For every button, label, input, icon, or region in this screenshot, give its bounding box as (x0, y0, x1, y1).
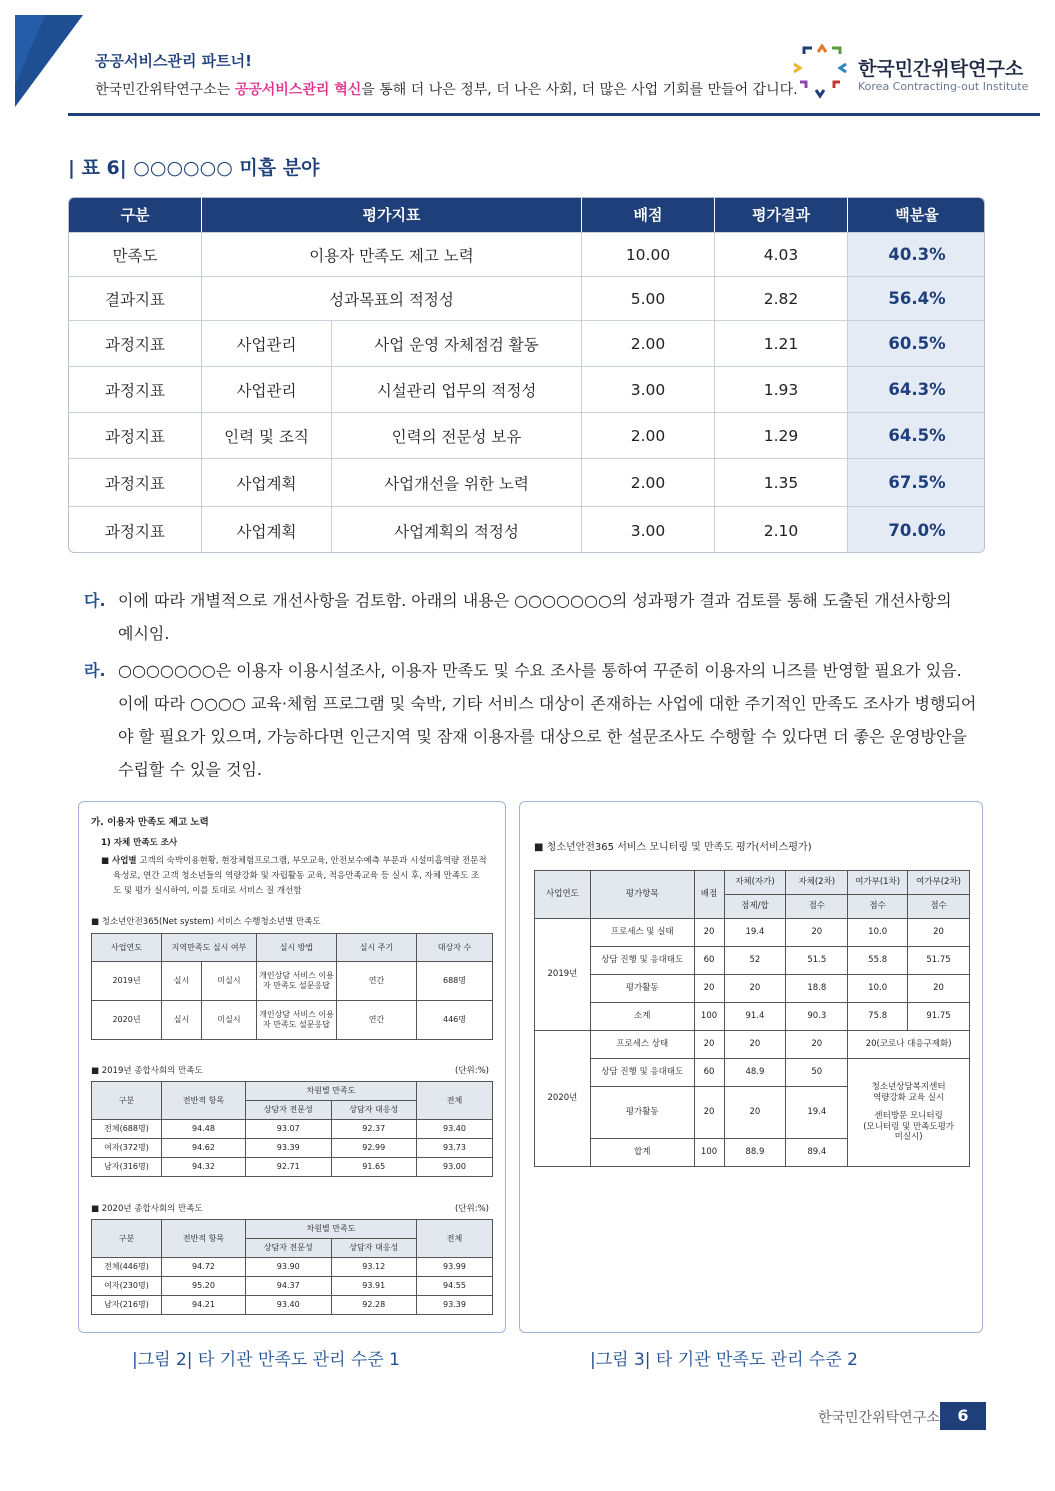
paragraph-da-marker: 다. (84, 591, 106, 610)
table6-cell-percent: 64.5% (848, 413, 985, 458)
f3-cell: 100 (694, 1003, 724, 1031)
figure2-table2-unit: (단위:%) (455, 1066, 489, 1076)
f3-h-item: 평가항목 (590, 871, 694, 919)
footer-org-name: 한국민간위탁연구소 (818, 1410, 940, 1426)
f3-note-line: 청소년상담복지센터 (871, 1081, 946, 1092)
f3-cell: 88.9 (724, 1139, 786, 1167)
f3-h-self: 자체(자가) (724, 871, 786, 895)
figure2-subheading: 1) 자체 만족도 조사 (101, 838, 178, 848)
t3-h-overall: 전반적 항목 (162, 1220, 246, 1258)
f3-cell: 75.8 (848, 1003, 908, 1031)
sat-cell: 남자(316명) (92, 1158, 162, 1177)
sat-cell: 94.55 (417, 1277, 493, 1296)
logo-english-name: Korea Contracting-out Institute (858, 80, 1029, 93)
table6-cell-result: 1.21 (715, 321, 848, 366)
figure3-table (534, 870, 970, 1167)
table-row (535, 975, 970, 1003)
f3-cell: 89.4 (786, 1139, 848, 1167)
table6-header-indicator: 평가지표 (202, 198, 582, 232)
f3-cell: 18.8 (786, 975, 848, 1003)
table6-cell-percent: 60.5% (848, 321, 985, 366)
sat-cell: 93.07 (246, 1120, 332, 1139)
table6-cell-result: 1.93 (715, 367, 848, 412)
table6-row (69, 458, 984, 506)
sat-cell: 95.20 (162, 1277, 246, 1296)
page-number: 6 (940, 1402, 986, 1430)
f3-cell: 20 (694, 1031, 724, 1059)
f3-note-line: 미실시) (894, 1132, 923, 1143)
table6-cell-score: 5.00 (582, 277, 715, 320)
figure2-table1 (91, 933, 493, 1040)
table-row (92, 1277, 493, 1296)
table6-cell-category: 만족도 (69, 233, 202, 276)
f3-h-ext1: 여가부(1차) (848, 871, 908, 895)
table6-cell-item: 인력의 전문성 보유 (332, 413, 582, 458)
f3-cell: 20 (724, 975, 786, 1003)
f3-cell: 20 (786, 919, 848, 947)
table6 (68, 197, 985, 553)
sat-cell: 93.73 (417, 1139, 493, 1158)
t2-h-d2: 상담자 대응성 (331, 1101, 417, 1120)
t1-cell: 연간 (337, 1001, 417, 1040)
sat-cell: 93.91 (331, 1277, 417, 1296)
t1-cell: 688명 (417, 962, 493, 1001)
f3-cell: 평가활동 (590, 975, 694, 1003)
table6-cell-subcategory: 인력 및 조직 (202, 413, 332, 458)
t1-cell: 2020년 (92, 1001, 162, 1040)
table6-cell-item: 이용자 만족도 제고 노력 (202, 233, 582, 276)
f3-cell: 소계 (590, 1003, 694, 1031)
table6-cell-result: 2.10 (715, 507, 848, 553)
table-row (92, 962, 493, 1001)
table6-cell-item: 성과목표의 적정성 (202, 277, 582, 320)
table6-header-category: 구분 (69, 198, 202, 232)
paragraph-ra-line-1: ○○○○○○○은 이용자 이용시설조사, 이용자 만족도 및 수요 조사를 통하여 꾸준히 이용자의 니즈를 반영할 필요가 있음. (118, 661, 962, 680)
table6-cell-result: 1.29 (715, 413, 848, 458)
f3-cell: 52 (724, 947, 786, 975)
f3-cell: 10.0 (848, 975, 908, 1003)
f3-cell: 합계 (590, 1139, 694, 1167)
f3-cell: 20 (908, 975, 970, 1003)
table6-header-percent: 백분율 (895, 206, 939, 224)
figure2-table2 (91, 1081, 493, 1177)
f3-cell: 51.5 (786, 947, 848, 975)
table6-cell-score: 3.00 (582, 507, 715, 553)
logo-korean-name: 한국민간위탁연구소 (858, 58, 1024, 80)
figure3-title: ■ 청소년안전365 서비스 모니터링 및 만족도 평가(서비스평가) (534, 842, 812, 853)
table6-cell-subcategory: 사업계획 (202, 507, 332, 553)
table6-cell-score: 3.00 (582, 367, 715, 412)
paragraph-ra-line-3: 야 할 필요가 있으며, 가능하다면 인근지역 및 잠재 이용자를 대상으로 한 설문조사도 수행할 수 있다면 더 좋은 운영방안을 (118, 727, 967, 746)
header-divider (68, 113, 1040, 116)
sat-cell: 92.99 (331, 1139, 417, 1158)
table6-cell-category: 과정지표 (69, 321, 202, 366)
table6-cell-percent: 67.5% (848, 459, 985, 506)
sat-cell: 91.65 (331, 1158, 417, 1177)
table6-row (69, 412, 984, 458)
table6-title: | 표 6| ○○○○○○ 미흡 분야 (68, 157, 320, 179)
table-row (92, 1139, 493, 1158)
table6-cell-percent: 70.0% (848, 507, 985, 553)
f3-cell: 19.4 (724, 919, 786, 947)
f3-cell: 91.4 (724, 1003, 786, 1031)
f3-cell: 51.75 (908, 947, 970, 975)
table-row (535, 1031, 970, 1059)
t1-cell: 실시 (162, 1001, 202, 1040)
table6-header-row (69, 198, 984, 232)
t1-cell: 개인상담 서비스 이용자 만족도 설문응답 (257, 1001, 337, 1040)
f3-cell: 100 (694, 1139, 724, 1167)
table-row (535, 1059, 970, 1087)
paragraph-ra-marker: 라. (84, 661, 106, 680)
table-row (535, 919, 970, 947)
table6-cell-item: 사업계획의 적정성 (332, 507, 582, 553)
sat-cell: 94.32 (162, 1158, 246, 1177)
sat-cell: 93.40 (246, 1296, 332, 1315)
f3-cell: 20 (694, 919, 724, 947)
table-row (92, 1001, 493, 1040)
sat-cell: 93.39 (417, 1296, 493, 1315)
table6-row (69, 232, 984, 276)
t1-h-cycle: 실시 주기 (337, 934, 417, 962)
table6-row (69, 320, 984, 366)
figure3-caption: |그림 3| 타 기관 만족도 관리 수준 2 (590, 1350, 858, 1370)
sat-cell: 여자(230명) (92, 1277, 162, 1296)
figure2-bullet: ■ 사업별 고객의 숙박이용현황, 현장체험프로그램, 부모교육, 안전보수예측 부문과 시설미흡역량 전문적 (101, 856, 487, 866)
f3-h-sub: 점제/합 (724, 895, 786, 919)
t1-cell: 2019년 (92, 962, 162, 1001)
table-row (535, 1003, 970, 1031)
sat-cell: 93.12 (331, 1258, 417, 1277)
table-row (92, 1258, 493, 1277)
t2-h-overall: 전반적 항목 (162, 1082, 246, 1120)
sat-cell: 94.48 (162, 1120, 246, 1139)
figure2-box (78, 801, 506, 1333)
figure2-table3 (91, 1219, 493, 1315)
sat-cell: 전체(446명) (92, 1258, 162, 1277)
table6-cell-result: 4.03 (715, 233, 848, 276)
f3-h-self2: 자체(2차) (786, 871, 848, 895)
t3-h-total: 전체 (417, 1220, 493, 1258)
f3-cell: 60 (694, 947, 724, 975)
sat-cell: 92.37 (331, 1120, 417, 1139)
f3-note-covid: 20(코로나 대응구제화) (848, 1031, 970, 1059)
table6-cell-percent: 64.3% (848, 367, 985, 412)
t1-cell: 실시 (162, 962, 202, 1001)
table6-cell-category: 결과지표 (69, 277, 202, 320)
figure2-bullet-line-2: 육성로, 연간 고객 청소년들의 역량강화 및 자립활동 교육, 적응만족교육 등 실시 후, 자체 만족도 조 (113, 871, 480, 881)
table6-cell-score: 2.00 (582, 413, 715, 458)
t2-h-dim: 차원별 만족도 (246, 1082, 417, 1101)
table6-row (69, 276, 984, 320)
table6-row (69, 366, 984, 412)
table6-cell-result: 2.82 (715, 277, 848, 320)
f3-note-line: 센터방문 모니터링 (874, 1111, 943, 1122)
sat-cell: 94.72 (162, 1258, 246, 1277)
table6-row (69, 506, 984, 553)
sat-cell: 전체(688명) (92, 1120, 162, 1139)
table6-cell-score: 10.00 (582, 233, 715, 276)
figure2-table3-unit: (단위:%) (455, 1204, 489, 1214)
t2-h-gubun: 구분 (92, 1082, 162, 1120)
t2-h-total: 전체 (417, 1082, 493, 1120)
f3-note-line: 역량강화 교육 실시 (873, 1092, 945, 1103)
table6-cell-percent: 40.3% (848, 233, 985, 276)
figure2-table2-title: ■ 2019년 종합사회의 만족도 (91, 1066, 203, 1076)
t1-cell: 446명 (417, 1001, 493, 1040)
f3-cell: 20 (694, 1087, 724, 1139)
paragraph-ra-line-4: 수립할 수 있을 것임. (118, 760, 262, 779)
f3-cell: 20 (786, 1031, 848, 1059)
table6-cell-result: 1.35 (715, 459, 848, 506)
institute-logo-icon (790, 44, 850, 100)
table6-cell-subcategory: 사업관리 (202, 367, 332, 412)
sat-cell: 93.99 (417, 1258, 493, 1277)
paragraph-ra-line-2: 이에 따라 ○○○○ 교육·체험 프로그램 및 숙박, 기타 서비스 대상이 존재하는 사업에 대한 주기적인 만족도 조사가 병행되어 (118, 694, 977, 713)
sat-cell: 92.71 (246, 1158, 332, 1177)
table6-cell-category: 과정지표 (69, 367, 202, 412)
t3-h-gubun: 구분 (92, 1220, 162, 1258)
table6-cell-category: 과정지표 (69, 459, 202, 506)
t1-cell: 개인상담 서비스 이용자 만족도 설문응답 (257, 962, 337, 1001)
figure2-caption: |그림 2| 타 기관 만족도 관리 수준 1 (132, 1350, 400, 1370)
f3-h-sub: 점수 (848, 895, 908, 919)
sat-cell: 94.37 (246, 1277, 332, 1296)
f3-cell: 평가활동 (590, 1087, 694, 1139)
f3-cell: 프로세스 및 실태 (590, 919, 694, 947)
table6-cell-score: 2.00 (582, 321, 715, 366)
f3-cell: 90.3 (786, 1003, 848, 1031)
sat-cell: 93.00 (417, 1158, 493, 1177)
f3-cell: 20 (908, 919, 970, 947)
table6-header-score: 배점 (582, 198, 715, 232)
sat-cell: 남자(216명) (92, 1296, 162, 1315)
paragraph-da-line-2: 예시임. (118, 624, 170, 643)
sat-cell: 94.62 (162, 1139, 246, 1158)
f3-cell: 55.8 (848, 947, 908, 975)
figure2-table1-title: ■ 청소년안전365(Net system) 서비스 수행청소년별 만족도 (91, 917, 321, 927)
sat-cell: 94.21 (162, 1296, 246, 1315)
t3-h-d2: 상담자 대응성 (331, 1239, 417, 1258)
table-row (535, 947, 970, 975)
f3-cell: 프로세스 상태 (590, 1031, 694, 1059)
t3-h-d1: 상담자 전문성 (246, 1239, 332, 1258)
t1-h-method: 실시 방법 (257, 934, 337, 962)
f3-cell: 19.4 (786, 1087, 848, 1139)
table-row (92, 1158, 493, 1177)
figure3-box (519, 801, 983, 1333)
sat-cell: 92.28 (331, 1296, 417, 1315)
f3-h-sub: 점수 (908, 895, 970, 919)
t1-h-region: 지역만족도 실시 여부 (162, 934, 257, 962)
figure2-bullet-line-3: 도 및 평가 실시하여, 이를 토대로 서비스 질 개선함 (113, 886, 302, 896)
f3-cell: 상담 진행 및 응대태도 (590, 1059, 694, 1087)
t1-h-year: 사업연도 (92, 934, 162, 962)
table6-cell-category: 과정지표 (69, 507, 202, 553)
sat-cell: 여자(372명) (92, 1139, 162, 1158)
f3-cell: 20 (724, 1087, 786, 1139)
figure2-heading: 가. 이용자 만족도 제고 노력 (91, 817, 209, 828)
table6-cell-percent: 56.4% (848, 277, 985, 320)
corner-decoration-accent (15, 15, 45, 85)
f3-h-score: 배점 (694, 871, 724, 919)
figure2-table3-title: ■ 2020년 종합사회의 만족도 (91, 1204, 203, 1214)
table-row (92, 1120, 493, 1139)
t3-h-dim: 차원별 만족도 (246, 1220, 417, 1239)
t1-h-count: 대상자 수 (417, 934, 493, 962)
f3-cell: 60 (694, 1059, 724, 1087)
f3-h-ext2: 여가부(2차) (908, 871, 970, 895)
table6-cell-subcategory: 사업계획 (202, 459, 332, 506)
table-row (92, 1296, 493, 1315)
f3-cell: 상담 진행 및 응대태도 (590, 947, 694, 975)
table6-cell-subcategory: 사업관리 (202, 321, 332, 366)
table6-header-result: 평가결과 (715, 198, 848, 232)
f3-cell: 91.75 (908, 1003, 970, 1031)
t1-cell: 연간 (337, 962, 417, 1001)
table6-cell-item: 시설관리 업무의 적정성 (332, 367, 582, 412)
f3-note-line: (모니터링 및 만족도평가 (863, 1121, 955, 1132)
paragraph-da-line-1: 이에 따라 개별적으로 개선사항을 검토함. 아래의 내용은 ○○○○○○○의 성과평가 결과 검토를 통해 도출된 개선사항의 (118, 591, 952, 610)
f3-cell: 20 (694, 975, 724, 1003)
table6-cell-category: 과정지표 (69, 413, 202, 458)
f3-h-year: 사업연도 (535, 871, 591, 919)
table6-cell-score: 2.00 (582, 459, 715, 506)
sat-cell: 93.39 (246, 1139, 332, 1158)
table6-cell-item: 사업개선을 위한 노력 (332, 459, 582, 506)
f3-year-2019: 2019년 (535, 919, 591, 1031)
t2-h-d1: 상담자 전문성 (246, 1101, 332, 1120)
f3-note (848, 1059, 970, 1167)
t1-cell: 미실시 (201, 962, 256, 1001)
f3-cell: 50 (786, 1059, 848, 1087)
f3-year-2020: 2020년 (535, 1031, 591, 1167)
f3-h-sub: 점수 (786, 895, 848, 919)
t1-cell: 미실시 (201, 1001, 256, 1040)
f3-cell: 48.9 (724, 1059, 786, 1087)
f3-cell: 20 (724, 1031, 786, 1059)
sat-cell: 93.90 (246, 1258, 332, 1277)
sat-cell: 93.40 (417, 1120, 493, 1139)
table6-cell-item: 사업 운영 자체점검 활동 (332, 321, 582, 366)
header-slogan: 한국민간위탁연구소는 공공서비스관리 혁신을 통해 더 나은 정부, 더 나은 사회, 더 많은 사업 기회를 만들어 갑니다. (95, 82, 798, 98)
header-tagline: 공공서비스관리 파트너! (95, 52, 252, 70)
f3-cell: 10.0 (848, 919, 908, 947)
